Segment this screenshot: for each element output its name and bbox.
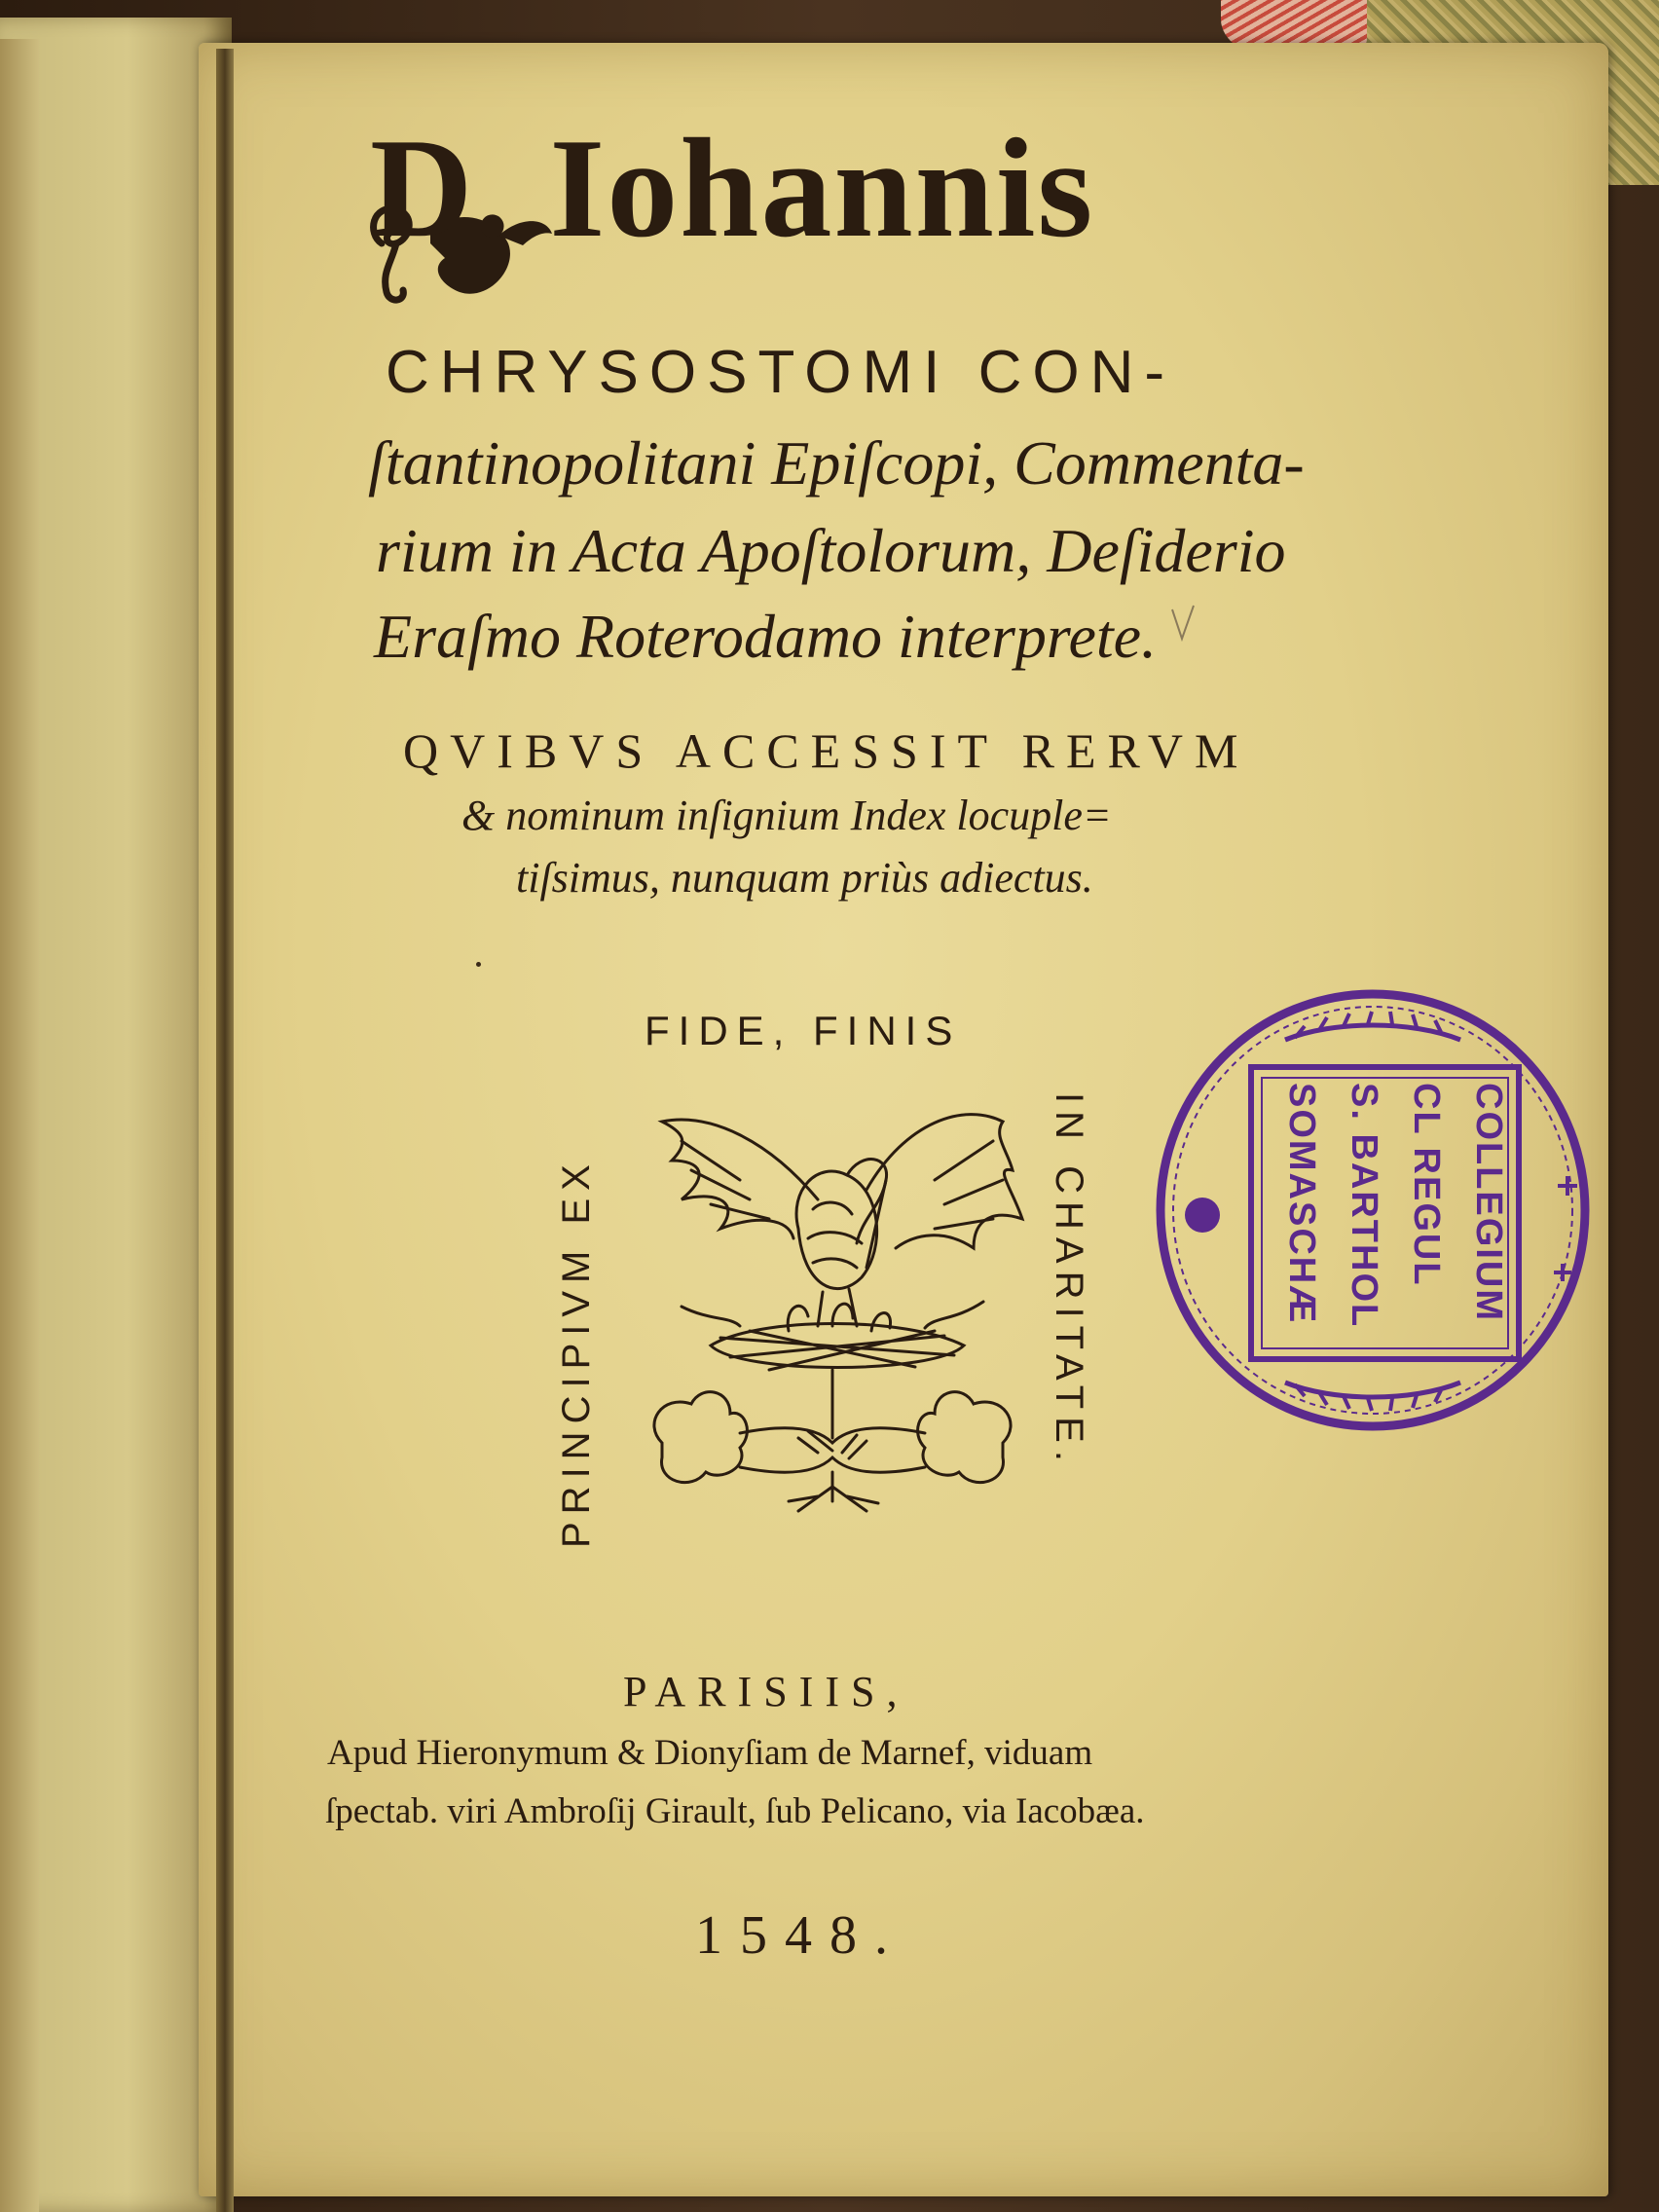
title-line-2: ſtantinopolitani Epiſcopi, Commenta- xyxy=(368,428,1305,498)
pelican-emblem-icon xyxy=(623,1083,1042,1569)
imprint-city: PARISIIS, xyxy=(623,1668,909,1715)
stamp-line-1: COLLEGIUM xyxy=(1468,1083,1509,1322)
subtitle-line-2: & nominum inſignium Index locuple= xyxy=(461,792,1112,839)
pencil-mark-icon xyxy=(1168,600,1198,648)
title-line-4: Eraſmo Roterodamo interprete. xyxy=(374,602,1158,671)
motto-top: FIDE, FINIS xyxy=(645,1008,962,1053)
author-line: CHRYSOSTOMI CON- xyxy=(386,339,1175,406)
motto-left: PRINCIPIVM EX xyxy=(555,1157,598,1548)
book-gutter xyxy=(216,49,234,2212)
imprint-line-1: Apud Hieronymum & Dionyſiam de Marnef, viduam xyxy=(327,1733,1093,1773)
imprint-year: 1548. xyxy=(695,1905,905,1966)
title-line: D. Iohannis xyxy=(370,109,1095,267)
title-line-3: rium in Acta Apoſtolorum, Deſiderio xyxy=(376,516,1286,585)
imprint-line-2: ſpectab. viri Ambroſij Girault, ſub Pelicano, via Iacobæa. xyxy=(325,1791,1145,1831)
stamp-line-2: CL REGUL xyxy=(1406,1083,1447,1287)
stamp-line-4: SOMASCHÆ xyxy=(1281,1083,1322,1325)
motto-right: IN CHARITATE. xyxy=(1048,1092,1090,1469)
left-page-edge xyxy=(0,39,39,2212)
subtitle-line-3: tiſsimus, nunquam priùs adiectus. xyxy=(516,854,1093,902)
stamp-line-3: S. BARTHOL xyxy=(1344,1083,1384,1329)
subtitle-line-1: QVIBVS ACCESSIT RERVM xyxy=(403,723,1250,778)
ink-dot xyxy=(476,962,481,967)
